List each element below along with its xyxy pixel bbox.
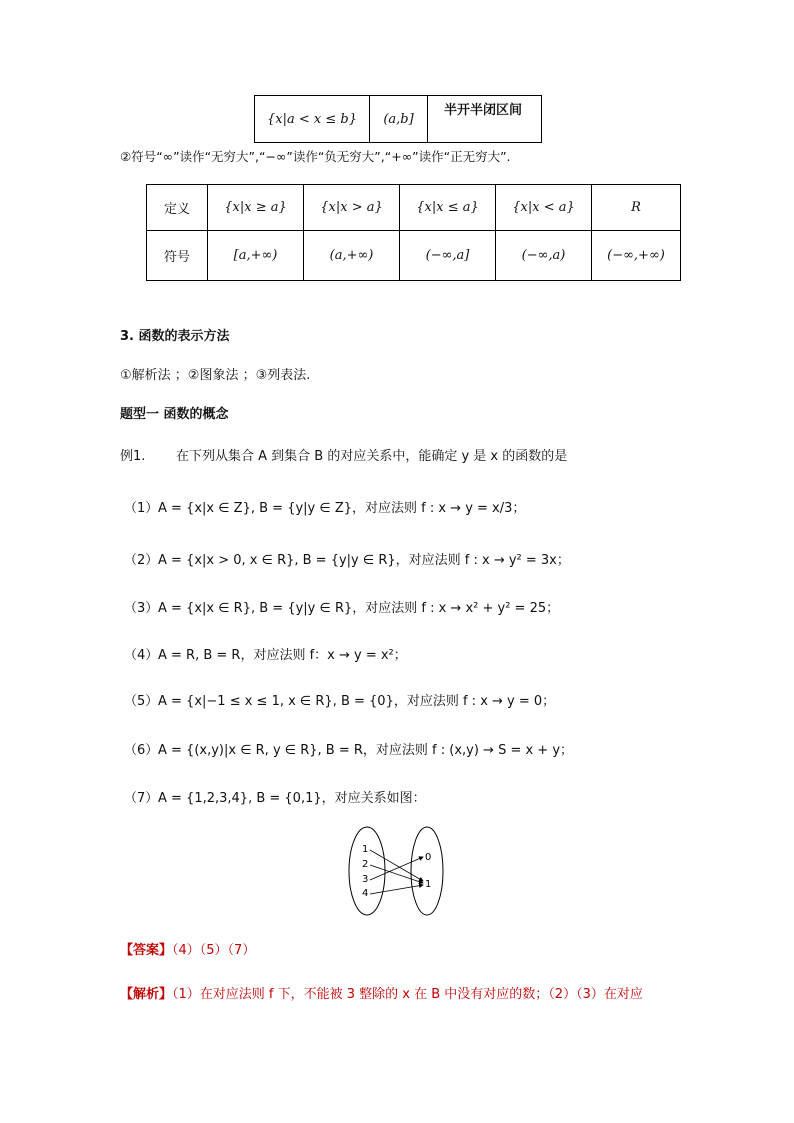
def-cell: {x|x > a} bbox=[304, 185, 400, 231]
mapping-arrow bbox=[370, 865, 423, 883]
set-a-element: 1 bbox=[362, 844, 369, 855]
item-number: （4） bbox=[124, 648, 159, 663]
answer-text: （4）（5）（7） bbox=[172, 943, 256, 958]
def-cell: {x|x ≥ a} bbox=[208, 185, 304, 231]
representation-methods: ①解析法 ；②图象法 ；③列表法. bbox=[120, 368, 311, 383]
set-a-element: 2 bbox=[362, 859, 369, 870]
analysis-line bbox=[120, 983, 643, 1002]
infinity-interval-table bbox=[146, 184, 681, 281]
item-number: （7） bbox=[124, 791, 159, 806]
set-b-ellipse bbox=[411, 827, 443, 915]
mapping-arrow bbox=[370, 885, 423, 894]
mapping-diagram bbox=[345, 823, 445, 919]
item-text: A = {x|x ∈ R}, B = {y|y ∈ R}，对应法则 f : x → x² + y² = 25； bbox=[158, 601, 560, 616]
item-number: （6） bbox=[124, 743, 159, 758]
example-label: 例1. bbox=[120, 449, 146, 464]
answer-label: 【答案】 bbox=[120, 943, 173, 958]
symbol-cell: (a,+∞) bbox=[304, 231, 400, 281]
answer-line bbox=[120, 939, 255, 958]
row-label-symbol: 符号 bbox=[147, 231, 208, 281]
item-text: A = {1,2,3,4}, B = {0,1}，对应关系如图： bbox=[158, 791, 426, 806]
item-number: （5） bbox=[124, 694, 159, 709]
type1-title: 题型一 函数的概念 bbox=[120, 407, 229, 422]
set-a-element: 3 bbox=[362, 874, 369, 885]
set-a-element: 4 bbox=[362, 888, 369, 899]
analysis-text: （1）在对应法则 f 下，不能被 3 整除的 x 在 B 中没有对应的数；（2）（3）在对应 bbox=[172, 987, 643, 1002]
set-a-ellipse bbox=[349, 827, 385, 915]
section-3-title: 3. 函数的表示方法 bbox=[120, 329, 230, 344]
def-cell: {x|x < a} bbox=[496, 185, 592, 231]
item-text: A = {x|x > 0, x ∈ R}, B = {y|y ∈ R}，对应法则 f : x → y² = 3x； bbox=[158, 553, 570, 568]
symbol-cell: [a,+∞) bbox=[208, 231, 304, 281]
symbol-cell: (−∞,a] bbox=[400, 231, 496, 281]
item-text: A = {(x,y)|x ∈ R, y ∈ R}, B = R，对应法则 f : (x,y) → S = x + y； bbox=[158, 743, 574, 758]
symbol-cell: (−∞,a) bbox=[496, 231, 592, 281]
item-text: A = {x|x ∈ Z}, B = {y|y ∈ Z}，对应法则 f : x → y = x/3； bbox=[158, 501, 526, 516]
item-number: （2） bbox=[124, 553, 159, 568]
top-table-name: 半开半闭区间 bbox=[428, 96, 542, 143]
example-stem: 在下列从集合 A 到集合 B 的对应关系中，能确定 y 是 x 的函数的是 bbox=[176, 449, 568, 464]
infinity-note: ②符号“∞”读作“无穷大”,“−∞”读作“负无穷大”,“+∞”读作“正无穷大”. bbox=[120, 149, 511, 164]
top-table-set: {x|a < x ≤ b} bbox=[255, 96, 370, 143]
set-b-element: 0 bbox=[425, 852, 432, 863]
item-text: A = R, B = R，对应法则 f：x → y = x²； bbox=[158, 648, 407, 663]
item-text: A = {x|−1 ≤ x ≤ 1, x ∈ R}, B = {0}，对应法则 f : x → y = 0； bbox=[158, 694, 556, 709]
def-cell: R bbox=[592, 185, 681, 231]
row-label-definition: 定义 bbox=[147, 185, 208, 231]
analysis-label: 【解析】 bbox=[120, 987, 173, 1002]
def-cell: {x|x ≤ a} bbox=[400, 185, 496, 231]
top-table-interval: (a,b] bbox=[370, 96, 428, 143]
symbol-cell: (−∞,+∞) bbox=[592, 231, 681, 281]
interval-table-top bbox=[254, 95, 542, 143]
item-number: （3） bbox=[124, 601, 159, 616]
item-number: （1） bbox=[124, 501, 159, 516]
set-b-element: 1 bbox=[425, 879, 432, 890]
